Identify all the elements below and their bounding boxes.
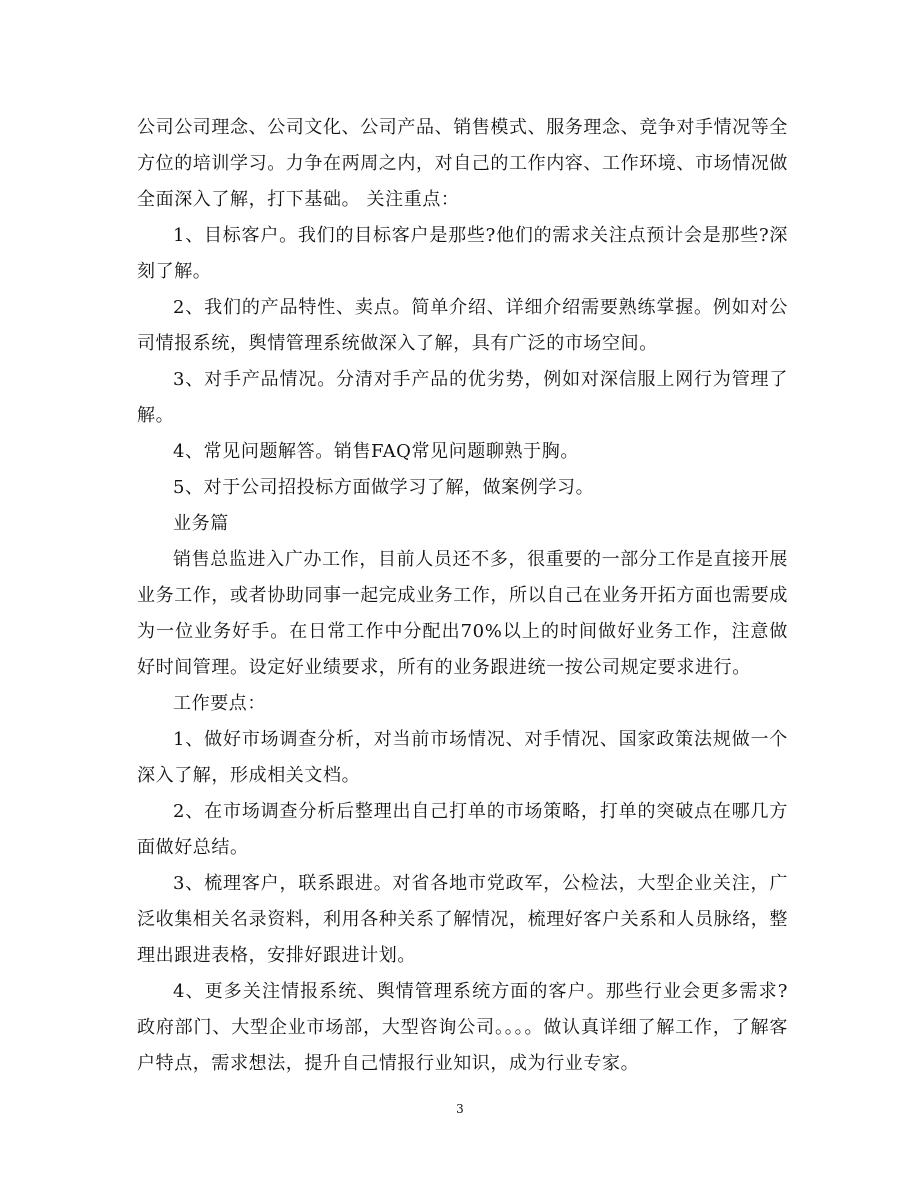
paragraph-competitor-products: 3、对手产品情况。分清对手产品的优劣势，例如对深信服上网行为管理了解。: [137, 369, 788, 426]
paragraph-market-research: 1、做好市场调查分析，对当前市场情况、对手情况、国家政策法规做一个深入了解，形成相关文档。: [137, 729, 788, 786]
paragraph-product-features: 2、我们的产品特性、卖点。简单介绍、详细介绍需要熟练掌握。例如对公司情报系统，舆情管理系统做深入了解，具有广泛的市场空间。: [137, 297, 788, 354]
document-body: [137, 110, 788, 1082]
paragraph-market-strategy: 2、在市场调查分析后整理出自己打单的市场策略，打单的突破点在哪几方面做好总结。: [137, 801, 788, 858]
section-heading-work-points: 工作要点：: [173, 693, 266, 714]
paragraph-business-overview: 销售总监进入广办工作，目前人员还不多，很重要的一部分工作是直接开展业务工作，或者协助同事一起完成业务工作，所以自己在业务开拓方面也需要成为一位业务好手。在日常工作中分配出70%以上的时间做好业务工作，注意做好时间管理。设定好业绩要求，所有的业务跟进统一按公司规定要求进行。: [137, 549, 788, 678]
paragraph-training-intro: 公司公司理念、公司文化、公司产品、销售模式、服务理念、竞争对手情况等全方位的培训学习。力争在两周之内，对自己的工作内容、工作环境、市场情况做全面深入了解，打下基础。 关注重点：: [137, 117, 788, 210]
section-heading-business: 业务篇: [173, 513, 229, 534]
page-number: 3: [456, 1102, 464, 1116]
paragraph-bidding: 5、对于公司招投标方面做学习了解，做案例学习。: [173, 477, 595, 498]
paragraph-intelligence-customers: 4、更多关注情报系统、舆情管理系统方面的客户。那些行业会更多需求?政府部门、大型企业市场部，大型咨询公司。。。。做认真详细了解工作，了解客户特点，需求想法，提升自己情报行业知识，成为行业专家。: [137, 981, 788, 1074]
paragraph-faq: 4、常见问题解答。销售FAQ常见问题聊熟于胸。: [173, 441, 579, 462]
paragraph-target-customers: 1、目标客户。我们的目标客户是那些?他们的需求关注点预计会是那些?深刻了解。: [137, 225, 788, 282]
paragraph-customer-followup: 3、梳理客户，联系跟进。对省各地市党政军，公检法，大型企业关注，广泛收集相关名录资料，利用各种关系了解情况，梳理好客户关系和人员脉络，整理出跟进表格，安排好跟进计划。: [137, 873, 788, 966]
